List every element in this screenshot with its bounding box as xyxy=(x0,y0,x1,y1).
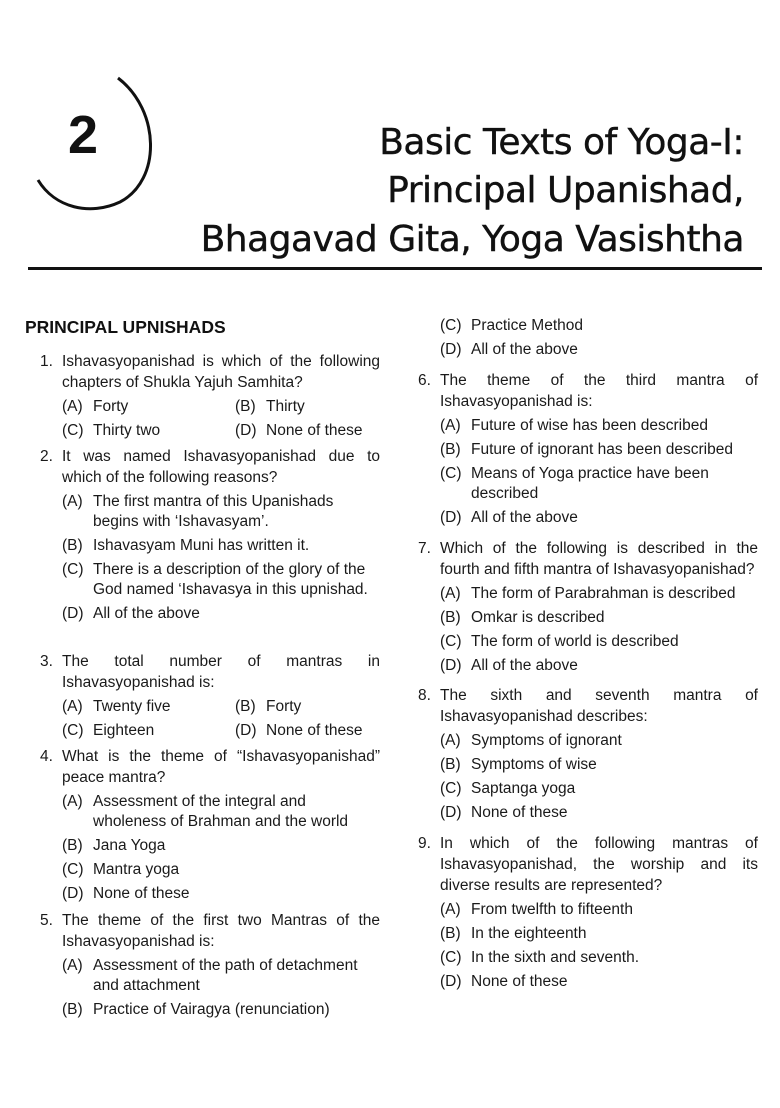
option-a xyxy=(62,792,380,832)
question-number: 2. xyxy=(40,448,53,465)
option-label: (B) xyxy=(62,837,83,854)
question-text: The sixth and seventh mantra of Ishavasyopanishad describes: xyxy=(440,687,758,725)
option-label: (D) xyxy=(62,605,84,622)
question-number: 7. xyxy=(418,540,431,557)
option-text: Assessment of the integral and wholeness of Brahman and the world xyxy=(93,793,349,830)
option-label: (D) xyxy=(235,422,257,439)
option-a xyxy=(62,956,380,996)
option-text: All of the above xyxy=(471,657,578,674)
option-label: (B) xyxy=(440,756,461,773)
option-text: The first mantra of this Upanishads begins with ‘Ishavasyam’. xyxy=(93,493,334,530)
option-a xyxy=(440,584,758,604)
chapter-title-line-3: Bhagavad Gita, Yoga Vasishtha xyxy=(200,219,744,260)
option-label: (A) xyxy=(440,732,461,749)
question-number: 6. xyxy=(418,372,431,389)
option-label: (C) xyxy=(440,317,462,334)
option-label: (D) xyxy=(62,885,84,902)
option-text: Practice of Vairagya (renunciation) xyxy=(93,1001,330,1018)
option-label: (A) xyxy=(62,793,83,810)
options-list xyxy=(418,316,758,360)
option-text: All of the above xyxy=(471,509,578,526)
option-label: (A) xyxy=(440,901,461,918)
option-c xyxy=(440,464,758,504)
option-b xyxy=(62,836,380,856)
option-d xyxy=(440,803,758,823)
option-label: (D) xyxy=(440,657,462,674)
question-text: The total number of mantras in Ishavasyopanishad is: xyxy=(62,653,380,691)
option-c xyxy=(62,721,235,741)
option-text: None of these xyxy=(266,722,363,739)
question-stem xyxy=(40,351,380,393)
options-list xyxy=(40,792,380,904)
option-c xyxy=(440,779,758,799)
options-list xyxy=(418,584,758,676)
option-d xyxy=(235,421,380,441)
option-text: Ishavasyam Muni has written it. xyxy=(93,537,310,554)
options-list xyxy=(40,492,380,624)
question-1 xyxy=(40,351,380,441)
options-list xyxy=(418,416,758,528)
question-2 xyxy=(40,446,380,624)
option-b xyxy=(235,697,380,717)
option-b xyxy=(62,1000,380,1020)
chapter-title-line-1: Basic Texts of Yoga-I: xyxy=(379,122,744,163)
section-heading: PRINCIPAL UPNISHADS xyxy=(25,317,226,337)
question-stem xyxy=(418,833,758,896)
option-d xyxy=(62,884,380,904)
option-a xyxy=(440,416,758,436)
option-label: (D) xyxy=(440,973,462,990)
question-stem xyxy=(418,685,758,727)
option-text: In the eighteenth xyxy=(471,925,587,942)
option-c xyxy=(62,560,380,600)
option-d xyxy=(440,656,758,676)
question-stem xyxy=(418,538,758,580)
question-number: 4. xyxy=(40,748,53,765)
option-d xyxy=(62,604,380,624)
option-label: (D) xyxy=(235,722,257,739)
question-text: Ishavasyopanishad is which of the following chapters of Shukla Yajuh Samhita? xyxy=(62,353,380,391)
option-text: Mantra yoga xyxy=(93,861,180,878)
question-9 xyxy=(418,833,758,992)
option-b xyxy=(440,440,758,460)
option-text: Future of wise has been described xyxy=(471,417,708,434)
question-stem xyxy=(40,746,380,788)
option-label: (B) xyxy=(62,1001,83,1018)
option-label: (B) xyxy=(440,925,461,942)
option-text: Symptoms of wise xyxy=(471,756,597,773)
option-text: Thirty two xyxy=(93,422,161,439)
option-text: Assessment of the path of detachment and attachment xyxy=(93,957,358,994)
option-b xyxy=(440,608,758,628)
question-number: 3. xyxy=(40,653,53,670)
option-a xyxy=(440,900,758,920)
option-text: Forty xyxy=(266,698,302,715)
question-text: Which of the following is described in the fourth and fifth mantra of Ishavasyopanishad? xyxy=(440,540,758,578)
option-label: (B) xyxy=(440,441,461,458)
question-number: 5. xyxy=(40,912,53,929)
question-text: The theme of the third mantra of Ishavasyopanishad is: xyxy=(440,372,758,410)
option-text: From twelfth to fifteenth xyxy=(471,901,633,918)
question-text: The theme of the first two Mantras of the Ishavasyopanishad is: xyxy=(62,912,380,950)
option-text: None of these xyxy=(471,973,568,990)
option-text: Twenty five xyxy=(93,698,171,715)
option-a xyxy=(62,492,380,532)
option-text: None of these xyxy=(266,422,363,439)
chapter-arc-decoration xyxy=(30,70,170,220)
question-5-continued xyxy=(418,312,758,360)
option-b xyxy=(62,536,380,556)
question-text: In which of the following mantras of Ishavasyopanishad, the worship and its diverse results are represented? xyxy=(440,835,758,894)
option-b xyxy=(440,755,758,775)
option-text: All of the above xyxy=(471,341,578,358)
options-list xyxy=(40,693,380,741)
option-label: (B) xyxy=(62,537,83,554)
option-label: (A) xyxy=(440,585,461,602)
option-label: (C) xyxy=(440,949,462,966)
option-text: Practice Method xyxy=(471,317,583,334)
question-number: 8. xyxy=(418,687,431,704)
question-stem xyxy=(40,446,380,488)
option-text: Thirty xyxy=(266,398,305,415)
option-c xyxy=(440,948,758,968)
option-label: (D) xyxy=(440,341,462,358)
options-list xyxy=(40,393,380,441)
option-label: (C) xyxy=(440,465,462,482)
question-number: 1. xyxy=(40,353,53,370)
option-label: (A) xyxy=(62,957,83,974)
question-5 xyxy=(40,910,380,1020)
chapter-title-line-2: Principal Upanishad, xyxy=(387,170,744,211)
option-text: Eighteen xyxy=(93,722,155,739)
option-a xyxy=(62,397,235,417)
option-label: (C) xyxy=(62,722,84,739)
question-stem xyxy=(40,910,380,952)
options-list xyxy=(418,731,758,823)
option-b xyxy=(440,924,758,944)
option-label: (A) xyxy=(62,698,83,715)
option-label: (C) xyxy=(62,861,84,878)
option-d xyxy=(440,508,758,528)
question-stem xyxy=(40,651,380,693)
option-text: Saptanga yoga xyxy=(471,780,576,797)
option-d xyxy=(235,721,380,741)
option-text: Symptoms of ignorant xyxy=(471,732,622,749)
option-label: (B) xyxy=(235,698,256,715)
question-number: 9. xyxy=(418,835,431,852)
option-label: (B) xyxy=(440,609,461,626)
option-c xyxy=(62,421,235,441)
option-c xyxy=(440,316,758,336)
option-text: Means of Yoga practice have been described xyxy=(471,465,709,502)
option-text: In the sixth and seventh. xyxy=(471,949,640,966)
chapter-number: 2 xyxy=(68,105,99,165)
option-label: (C) xyxy=(62,561,84,578)
option-d xyxy=(440,972,758,992)
question-text: It was named Ishavasyopanishad due to which of the following reasons? xyxy=(62,448,380,486)
question-3 xyxy=(40,651,380,741)
title-divider xyxy=(28,267,762,270)
option-label: (C) xyxy=(62,422,84,439)
option-label: (D) xyxy=(440,509,462,526)
option-text: Omkar is described xyxy=(471,609,605,626)
option-label: (B) xyxy=(235,398,256,415)
option-text: Forty xyxy=(93,398,129,415)
question-stem xyxy=(418,370,758,412)
option-a xyxy=(62,697,235,717)
option-text: None of these xyxy=(471,804,568,821)
question-8 xyxy=(418,685,758,823)
question-text: What is the theme of “Ishavasyopanishad” peace mantra? xyxy=(62,748,380,786)
option-text: There is a description of the glory of the God named ‘Ishavasya in this upnishad. xyxy=(93,561,368,598)
question-4 xyxy=(40,746,380,904)
option-text: The form of world is described xyxy=(471,633,679,650)
option-label: (A) xyxy=(62,398,83,415)
options-list xyxy=(40,956,380,1020)
option-text: Jana Yoga xyxy=(93,837,166,854)
option-c xyxy=(62,860,380,880)
option-d xyxy=(440,340,758,360)
option-label: (D) xyxy=(440,804,462,821)
option-text: Future of ignorant has been described xyxy=(471,441,733,458)
option-label: (C) xyxy=(440,633,462,650)
option-c xyxy=(440,632,758,652)
option-label: (A) xyxy=(440,417,461,434)
option-a xyxy=(440,731,758,751)
option-b xyxy=(235,397,380,417)
option-text: The form of Parabrahman is described xyxy=(471,585,736,602)
option-text: None of these xyxy=(93,885,190,902)
question-6 xyxy=(418,370,758,528)
question-7 xyxy=(418,538,758,676)
option-text: All of the above xyxy=(93,605,200,622)
option-label: (C) xyxy=(440,780,462,797)
option-label: (A) xyxy=(62,493,83,510)
options-list xyxy=(418,900,758,992)
